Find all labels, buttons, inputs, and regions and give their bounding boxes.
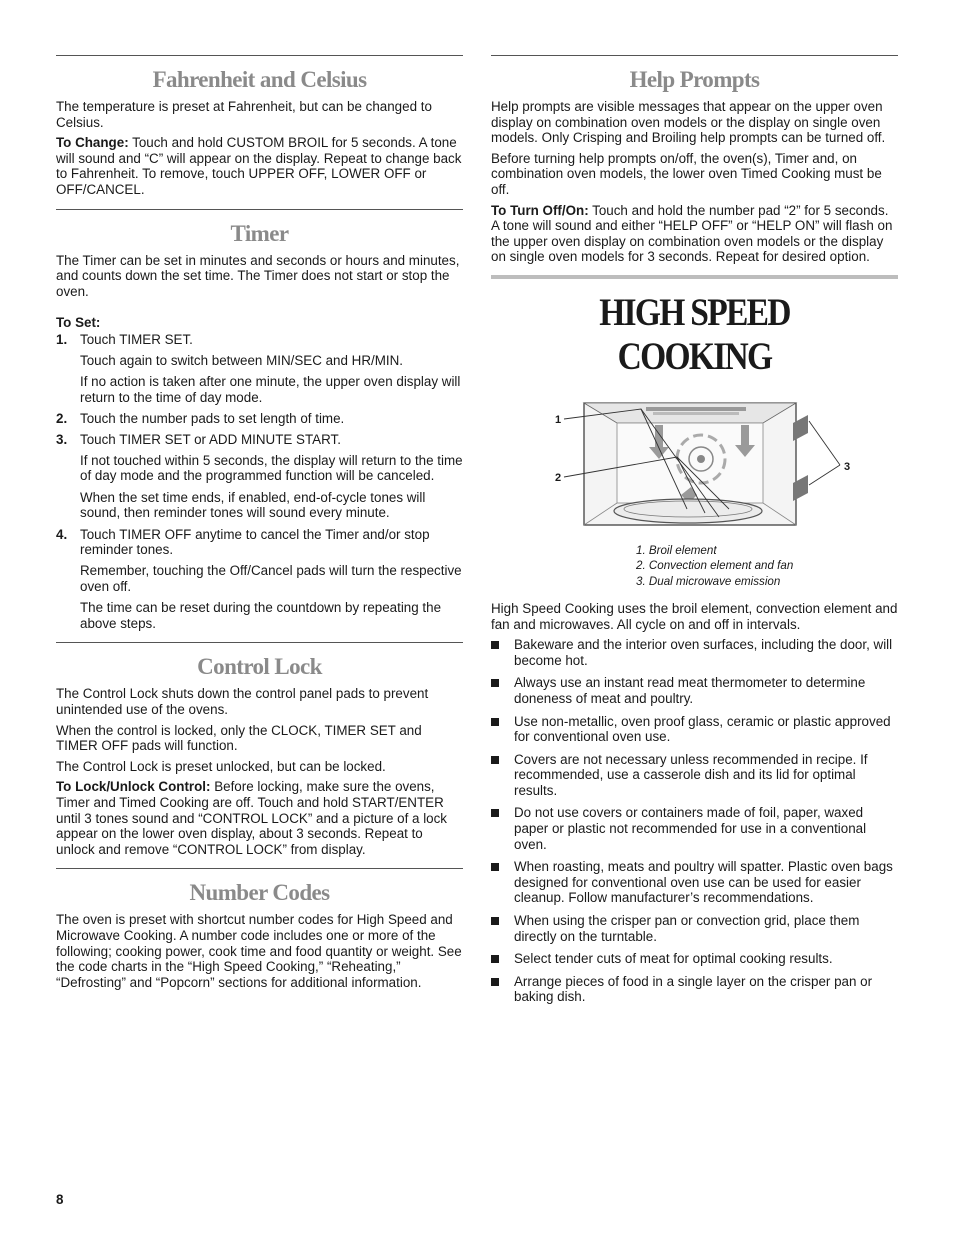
turntable xyxy=(614,499,762,523)
timer-step xyxy=(56,527,463,558)
bullet-square-icon xyxy=(491,679,499,687)
control-lock-p1: The Control Lock shuts down the control panel pads to prevent unintended use of the ovens. xyxy=(56,686,429,718)
to-change-label: To Change: xyxy=(56,135,129,151)
section-divider xyxy=(56,55,463,56)
bullet-square-icon xyxy=(491,978,499,986)
list-item xyxy=(491,913,898,944)
step-text: Touch TIMER OFF anytime to cancel the Timer and/or stop reminder tones. xyxy=(80,526,430,558)
to-change-text: Touch and hold CUSTOM BROIL for 5 seconds. A tone will sound and “C” will appear on the display. Repeat to change back to Fahrenheit. To remove, touch UPPER OFF, LOWER OFF or OFF/CANCEL. xyxy=(56,135,462,197)
high-speed-intro: High Speed Cooking uses the broil element, convection element and fan and microwaves. All cycle on and off in intervals. xyxy=(491,600,898,632)
step-note: If no action is taken after one minute, the upper oven display will return to the time of day mode. xyxy=(80,374,461,405)
caption: 1. Broil element xyxy=(636,543,717,557)
step-note: Remember, touching the Off/Cancel pads will turn the respective oven off. xyxy=(80,563,462,594)
callout-number: 2 xyxy=(555,471,562,484)
control-lock-p2: When the control is locked, only the CLOCK, TIMER SET and TIMER OFF pads will function. xyxy=(56,722,422,754)
step-number: 1. xyxy=(56,331,68,347)
left-column xyxy=(56,55,463,995)
oven-cavity-illustration xyxy=(491,399,898,529)
list-item xyxy=(491,637,898,668)
turn-off-on-label: To Turn Off/On: xyxy=(491,202,589,218)
caption: 3. Dual microwave emission xyxy=(636,574,781,588)
number-codes-text: The oven is preset with shortcut number codes for High Speed and Microwave Cooking. A number code includes one or more of the following; cooking power, cook time and food quantity or weight. See the code charts in the “High Speed Cooking,” “Reheating,” “Defrosting” and “Popcorn” sections for additional information. xyxy=(56,912,462,990)
chapter-divider xyxy=(491,275,898,279)
section-divider xyxy=(56,868,463,869)
timer-intro: The Timer can be set in minutes and seconds or hours and minutes, and counts down the set time. The Timer does not start or stop the oven. xyxy=(56,252,460,299)
caption: 2. Convection element and fan xyxy=(636,559,794,573)
timer-step xyxy=(56,332,463,348)
list-item xyxy=(491,974,898,1005)
list-item-text: Covers are not necessary unless recommended in recipe. If recommended, use a casserole dish and its lid for optimal results. xyxy=(514,751,868,798)
list-item xyxy=(491,951,898,967)
turn-off-on-text: Touch and hold the number pad “2” for 5 seconds. A tone will sound and either “HELP OFF” or “HELP ON” will flash on the upper oven display on combination oven models or the display on single oven models for 3 seconds. Repeat for desired option. xyxy=(491,202,893,265)
list-item-text: When roasting, meats and poultry will spatter. Plastic oven bags designed for conventional oven use can be used for easier cleanup. Follow manufacturer’s recommendations. xyxy=(514,859,893,906)
callout-number: 1 xyxy=(555,413,562,426)
lock-unlock-label: To Lock/Unlock Control: xyxy=(56,779,211,795)
list-item-text: When using the crisper pan or convection grid, place them directly on the turntable. xyxy=(514,913,860,944)
right-column xyxy=(491,55,898,1012)
to-set-label: To Set: xyxy=(56,315,101,331)
control-lock-heading: Control Lock xyxy=(197,654,322,680)
page-number: 8 xyxy=(56,1192,64,1207)
fahrenheit-intro: The temperature is preset at Fahrenheit, but can be changed to Celsius. xyxy=(56,99,432,130)
list-item xyxy=(491,752,898,799)
bullet-square-icon xyxy=(491,863,499,871)
timer-step xyxy=(56,432,463,448)
list-item-text: Always use an instant read meat thermometer to determine doneness of meat and poultry. xyxy=(514,675,866,706)
bullet-square-icon xyxy=(491,641,499,649)
control-lock-instructions xyxy=(56,779,463,857)
timer-step xyxy=(56,411,463,427)
timer-steps xyxy=(56,332,463,632)
number-codes-heading: Number Codes xyxy=(189,880,330,906)
step-number: 3. xyxy=(56,431,68,447)
bullet-square-icon xyxy=(491,955,499,963)
lock-unlock-text: Before locking, make sure the ovens, Timer and Timed Cooking are off. Touch and hold START/ENTER until 3 tones sound and “CONTROL LOCK” and a picture of a lock appear on the lower oven display, about 3 seconds. Repeat to unlock and remove “CONTROL LOCK” from display. xyxy=(56,779,448,857)
step-note: The time can be reset during the countdown by repeating the above steps. xyxy=(80,600,442,631)
bullet-square-icon xyxy=(491,718,499,726)
fahrenheit-change-paragraph xyxy=(56,135,463,197)
bullet-square-icon xyxy=(491,917,499,925)
timer-heading: Timer xyxy=(230,220,289,246)
step-number: 2. xyxy=(56,411,68,427)
bullet-square-icon xyxy=(491,809,499,817)
step-text: Touch TIMER SET. xyxy=(80,331,193,347)
step-text: Touch the number pads to set length of time. xyxy=(80,411,345,427)
list-item-text: Bakeware and the interior oven surfaces, including the door, will become hot. xyxy=(514,637,893,668)
fahrenheit-celsius-heading: Fahrenheit and Celsius xyxy=(152,67,367,92)
high-speed-tips xyxy=(491,637,898,1005)
list-item-text: Use non-metallic, oven proof glass, ceramic or plastic approved for conventional oven use. xyxy=(514,713,891,745)
help-prompts-instructions xyxy=(491,203,898,265)
list-item-text: Arrange pieces of food in a single layer on the crisper pan or baking dish. xyxy=(514,973,873,1005)
chapter-title: HIGH SPEED COOKING xyxy=(599,290,790,378)
step-number: 4. xyxy=(56,526,68,542)
list-item xyxy=(491,675,898,706)
list-item xyxy=(491,714,898,745)
step-text: Touch TIMER SET or ADD MINUTE START. xyxy=(80,431,341,447)
control-lock-p3: The Control Lock is preset unlocked, but can be locked. xyxy=(56,758,386,774)
section-divider xyxy=(56,642,463,643)
step-note: When the set time ends, if enabled, end-of-cycle tones will sound, then reminder tones will sound every minute. xyxy=(80,489,426,521)
list-item xyxy=(491,805,898,852)
step-note: If not touched within 5 seconds, the display will return to the time of day mode and the programmed function will be canceled. xyxy=(80,452,463,484)
step-note: Touch again to switch between MIN/SEC and HR/MIN. xyxy=(80,352,404,368)
list-item-text: Do not use covers or containers made of foil, paper, waxed paper or plastic not recommended for use in a conventional oven. xyxy=(514,805,867,852)
help-prompts-p1: Help prompts are visible messages that appear on the upper oven display on combination oven models or the display on single oven models. Only Crisping and Broiling help prompts can be turned off. xyxy=(491,99,886,146)
help-prompts-p2: Before turning help prompts on/off, the oven(s), Timer and, on combination oven models, the lower oven Timed Cooking must be off. xyxy=(491,150,882,197)
broil-element xyxy=(646,407,746,415)
diagram-captions xyxy=(636,543,793,590)
bullet-square-icon xyxy=(491,756,499,764)
oven-diagram xyxy=(491,399,898,589)
list-item-text: Select tender cuts of meat for optimal cooking results. xyxy=(514,951,833,967)
section-divider xyxy=(491,55,898,56)
help-prompts-heading: Help Prompts xyxy=(629,67,760,92)
list-item xyxy=(491,859,898,906)
section-divider xyxy=(56,209,463,210)
callout-number: 3 xyxy=(844,460,851,473)
